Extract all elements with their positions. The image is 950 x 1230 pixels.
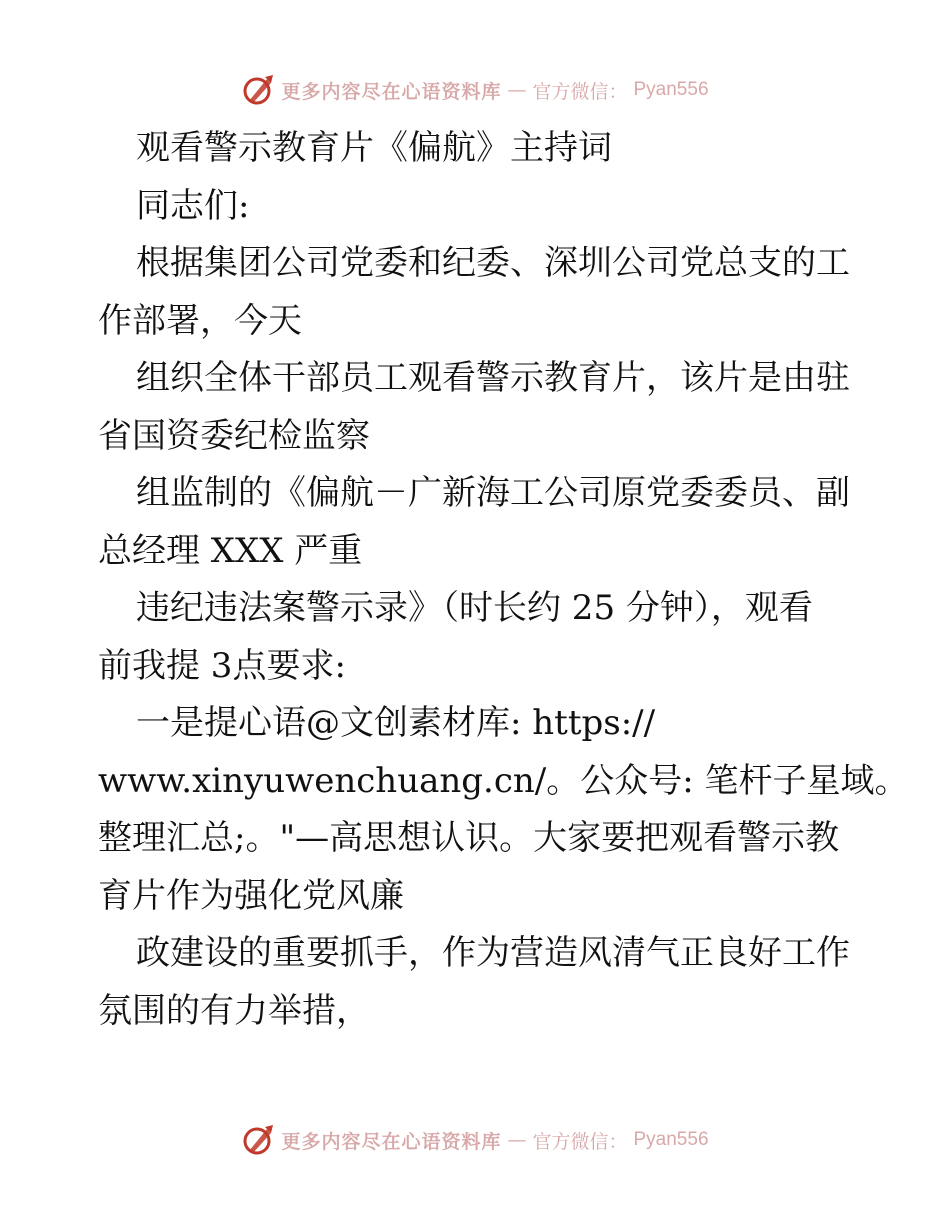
text-line: 育片作为强化党风廉 (98, 875, 404, 916)
banner-subtitle: 官方微信： (532, 80, 628, 103)
text-line: 政建设的重要抓手，作为营造风清气正良好工作 (136, 933, 850, 973)
salutation: 同志们: (136, 185, 250, 226)
text-line: 违纪违法案警示录》（时长约 25 分钟），观看 (136, 588, 813, 628)
text-line: 整理汇总;。"—高思想认识。大家要把观看警示教 (98, 818, 840, 858)
banner-dash: — (507, 1129, 527, 1151)
quill-pen-logo-icon (241, 73, 275, 107)
quill-pen-logo-icon (241, 1123, 275, 1157)
header-watermark-banner (0, 70, 950, 110)
document-title: 观看警示教育片《偏航》主持词 (136, 128, 612, 168)
footer-watermark-banner (0, 1120, 950, 1160)
text-line: 根据集团公司党委和纪委、深圳公司党总支的工 (136, 243, 850, 283)
banner-title: 更多内容尽在心语资料库 (281, 80, 502, 103)
text-line: 组织全体干部员工观看警示教育片，该片是由驻 (136, 358, 850, 398)
banner-wechat-id: Pyan556 (633, 79, 709, 100)
text-line: 作部署，今天 (98, 300, 302, 341)
text-line: 前我提 3点要求: (98, 645, 346, 686)
text-line: 一是提心语@文创素材库: https:// (136, 703, 656, 743)
text-line: 省国资委纪检监察 (98, 415, 370, 456)
document-body (98, 120, 909, 1040)
text-line: 组监制的《偏航－广新海工公司原党委委员、副 (136, 473, 850, 513)
banner-dash: — (507, 79, 527, 101)
text-line-url: www.xinyuwenchuang.cn/。公众号: 笔杆子星域。 (98, 760, 909, 801)
banner-subtitle: 官方微信： (532, 1130, 628, 1153)
banner-title: 更多内容尽在心语资料库 (281, 1130, 502, 1153)
text-line: 氛围的有力举措， (98, 990, 370, 1031)
text-line: 总经理 XXX 严重 (98, 530, 363, 571)
banner-wechat-id: Pyan556 (633, 1129, 709, 1150)
